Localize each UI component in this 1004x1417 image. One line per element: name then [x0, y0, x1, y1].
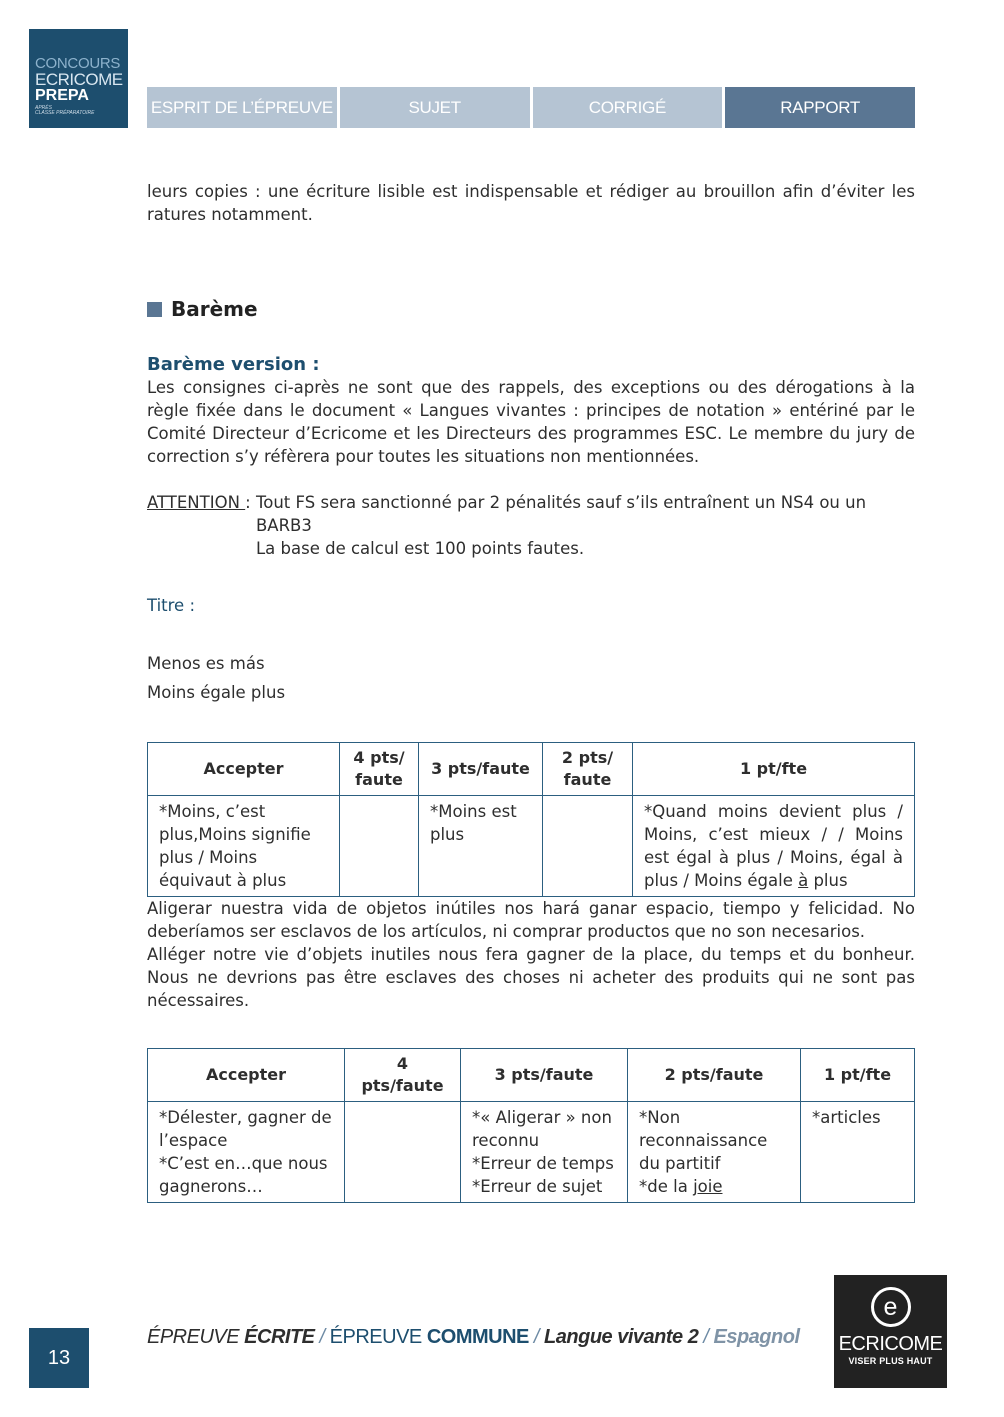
cell-text: *Quand moins devient plus / Moins, c’est mieux / / Moins est égal à plus / Moins, égal à plus / Moins égale: [644, 802, 903, 890]
attention-separator: :: [245, 493, 256, 512]
table-header: Accepter: [148, 743, 340, 796]
table-header: 1 pt/fte: [801, 1049, 915, 1102]
table-header-row: [148, 743, 915, 796]
footer-part: ÉPREUVE: [329, 1326, 427, 1348]
cell-line: *Erreur de temps: [472, 1154, 614, 1173]
cell-text-underlined: à: [798, 871, 809, 890]
attention-line-2: La base de calcul est 100 points fautes.: [255, 539, 585, 558]
table-row: [148, 1102, 915, 1203]
table-header: Accepter: [148, 1049, 345, 1102]
french-title: Moins égale plus: [147, 683, 286, 702]
spanish-title: Menos es más: [147, 654, 265, 673]
table-header-row: [148, 1049, 915, 1102]
tab-sujet[interactable]: SUJET: [340, 87, 530, 128]
footer-slash: /: [314, 1326, 330, 1348]
cell-line: *Délester, gagner de l’espace: [159, 1108, 332, 1150]
section-title: Barème: [171, 297, 258, 321]
cell-line: *« Aligerar » non reconnu: [472, 1108, 612, 1150]
attention-note: [147, 491, 915, 560]
table-cell: [148, 1102, 345, 1203]
logo-line-classe: CLASSE PRÉPARATOIRE: [35, 110, 95, 116]
table-header: 1 pt/fte: [633, 743, 915, 796]
ecricome-brand-logo: [834, 1275, 947, 1388]
footer-part: COMMUNE: [426, 1326, 529, 1348]
table-cell: [543, 796, 633, 897]
attention-line-1: Tout FS sera sanctionné par 2 pénalités sauf s’ils entraînent un NS4 ou un BARB3: [255, 493, 867, 535]
tab-rapport[interactable]: RAPPORT: [725, 87, 915, 128]
bareme-table-titre: [147, 742, 915, 897]
table-header: 3 pts/faute: [461, 1049, 628, 1102]
table-cell: [340, 796, 419, 897]
logo-line-prepa: PREPA: [35, 87, 89, 104]
footer-title: [147, 1326, 800, 1349]
section-tabs: [147, 87, 915, 128]
table-header: 2 pts/faute: [628, 1049, 801, 1102]
cell-line: *C’est en…que nous gagnerons…: [159, 1154, 328, 1196]
concours-ecricome-logo: [29, 29, 128, 128]
table-cell: *Moins est plus: [419, 796, 543, 897]
brand-tagline: VISER PLUS HAUT: [848, 1356, 933, 1366]
table-cell: [345, 1102, 461, 1203]
footer-slash: /: [698, 1326, 714, 1348]
tab-corrige[interactable]: CORRIGÉ: [533, 87, 723, 128]
cell-text-underlined: joie: [693, 1177, 723, 1196]
page-content: [147, 180, 915, 1203]
table-row: [148, 796, 915, 897]
table-header: 4 pts/ faute: [340, 743, 419, 796]
table-cell: [628, 1102, 801, 1203]
french-sentence: Alléger notre vie d’objets inutiles nous fera gagner de la place, du temps et du bonheur. Nous ne devrions pas être esclaves des choses ni acheter des produits qui ne sont pas nécessaires.: [147, 945, 915, 1010]
subheading: Barème version :: [147, 354, 320, 375]
footer-part: Langue vivante 2: [544, 1326, 699, 1348]
brand-name: ECRICOME: [838, 1333, 943, 1355]
table-header: 2 pts/ faute: [543, 743, 633, 796]
table-cell: *articles: [801, 1102, 915, 1203]
bareme-table-version: [147, 1048, 915, 1203]
table-cell: [461, 1102, 628, 1203]
table-header: 3 pts/faute: [419, 743, 543, 796]
table-cell: [633, 796, 915, 897]
section-heading: [147, 298, 915, 321]
cell-line: *Non reconnaissance du partitif: [639, 1108, 768, 1173]
cell-text: plus: [808, 871, 848, 890]
footer-slash: /: [528, 1326, 545, 1348]
footer-part: ÉCRITE: [244, 1326, 315, 1348]
attention-label: ATTENTION: [147, 493, 246, 512]
consignes-paragraph: Les consignes ci-après ne sont que des rappels, des exceptions ou des dérogations à la règle fixée dans le document « Langues vivantes : principes de notation » entériné par le Comité Directeur d’Ecricome et les Directeurs des programmes ESC. Le membre du jury de correction s’y réfèrera pour toutes les situations non mentionnées.: [147, 378, 915, 466]
cell-line: [639, 1175, 789, 1198]
page-number: 13: [29, 1328, 89, 1388]
logo-line-apres: APRÈS: [35, 105, 52, 111]
intro-text: leurs copies : une écriture lisible est indispensable et rédiger au brouillon afin d’éviter les ratures notamment.: [147, 182, 915, 224]
footer-part: ÉPREUVE: [147, 1326, 245, 1348]
logo-line-concours: CONCOURS: [35, 55, 121, 72]
spanish-sentence: Aligerar nuestra vida de objetos inútiles nos hará ganar espacio, tiempo y felicidad. No deberíamos ser esclavos de los artículos, ni comprar productos que no son necesarios.: [147, 899, 915, 941]
table-cell: *Moins, c’est plus,Moins signifie plus / Moins équivaut à plus: [148, 796, 340, 897]
footer-part: Espagnol: [713, 1326, 800, 1348]
logo-line-ecricome: ECRICOME: [35, 70, 123, 89]
cell-line: *Erreur de sujet: [472, 1177, 603, 1196]
titre-label: Titre :: [147, 596, 196, 615]
tab-esprit[interactable]: ESPRIT DE L’ÉPREUVE: [147, 87, 337, 128]
ecricome-e-icon: e: [871, 1287, 911, 1327]
attention-text: [256, 491, 915, 560]
cell-text: *de la: [639, 1177, 694, 1196]
square-bullet-icon: [147, 302, 162, 317]
table-header: 4 pts/faute: [345, 1049, 461, 1102]
